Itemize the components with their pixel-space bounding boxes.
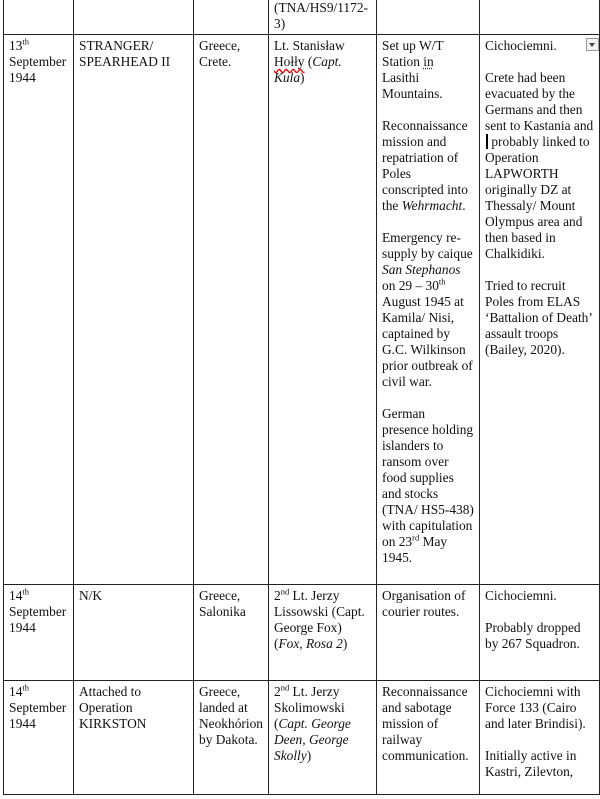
leader-cell: 2nd Lt. Jerzy Skolimowski (Capt. George Deen, George Skolly) (269, 681, 377, 795)
mission-paragraph: Reconnaissance mission and repatriation of Poles conscripted into the Wehrmacht. (382, 118, 468, 213)
location-cell: Greece, Salonika (194, 585, 269, 681)
notes-paragraph: Cichociemni. (485, 38, 557, 53)
mission-cell (377, 35, 480, 585)
notes-paragraph: Probably dropped by 267 Squadron. (485, 620, 581, 651)
grammar-flag: in (423, 54, 434, 69)
mission-paragraph: Emergency re-supply by caique San Stephanos on 29 – 30th August 1945 at Kamila/ Nisi, captained by G.C. Wilkinson prior outbreak of civil war. (382, 230, 473, 389)
dropdown-arrow-icon[interactable] (586, 38, 599, 51)
operation-cell (74, 0, 194, 35)
leader-cell: 2nd Lt. Jerzy Lissowski (Capt. George Fox) (Fox, Rosa 2) (269, 585, 377, 681)
operation-cell: Attached to Operation KIRKSTON (74, 681, 194, 795)
table-row (4, 0, 600, 35)
leader-cell: Lt. Stanisław Hołły (Capt. Kula) (269, 35, 377, 585)
notes-cell (480, 0, 600, 35)
notes-cell[interactable] (480, 35, 600, 585)
mission-cell: Organisation of courier routes. (377, 585, 480, 681)
date-cell: 13th September 1944 (4, 35, 74, 585)
mission-paragraph: German presence holding islanders to ransom over food supplies and stocks (TNA/ HS5-438) with capitulation on 23rd May 1945. (382, 406, 474, 565)
operation-cell: N/K (74, 585, 194, 681)
location-cell: Greece, landed at Neokhórion by Dakota. (194, 681, 269, 795)
leader-cell (269, 0, 377, 35)
notes-cell (480, 681, 600, 795)
mission-cell: Reconnaissance and sabotage mission of railway communication. (377, 681, 480, 795)
notes-paragraph: Initially active in Kastri, Zilevton, (485, 748, 577, 779)
mission-paragraph: Set up W/T Station in Lasithi Mountains. (382, 38, 444, 101)
notes-cell (480, 585, 600, 681)
notes-paragraph: Crete had been evacuated by the Germans and then sent to Kastania and probably linked to Operation LAPWORTH originally DZ at Thessaly/ Mount Olympus area and then based in Chalkidiki. (485, 70, 594, 261)
mission-cell (377, 0, 480, 35)
date-cell: 14th September 1944 (4, 585, 74, 681)
location-cell (194, 0, 269, 35)
notes-paragraph: Cichociemni. (485, 588, 557, 603)
operation-cell: STRANGER/ SPEARHEAD II (74, 35, 194, 585)
leader-reference: (TNA/HS9/1172-3) (274, 0, 368, 31)
operations-table (3, 0, 600, 795)
table-row (4, 585, 600, 681)
date-cell: 14th September 1944 (4, 681, 74, 795)
date-cell (4, 0, 74, 35)
location-cell: Greece, Crete. (194, 35, 269, 585)
spellcheck-word: Hołły (274, 54, 305, 69)
table-row (4, 681, 600, 795)
table-row (4, 35, 600, 585)
notes-paragraph: Cichociemni with Force 133 (Cairo and later Brindisi). (485, 684, 586, 731)
notes-paragraph: Tried to recruit Poles from ELAS ‘Battalion of Death’ assault troops (Bailey, 2020). (485, 278, 592, 357)
